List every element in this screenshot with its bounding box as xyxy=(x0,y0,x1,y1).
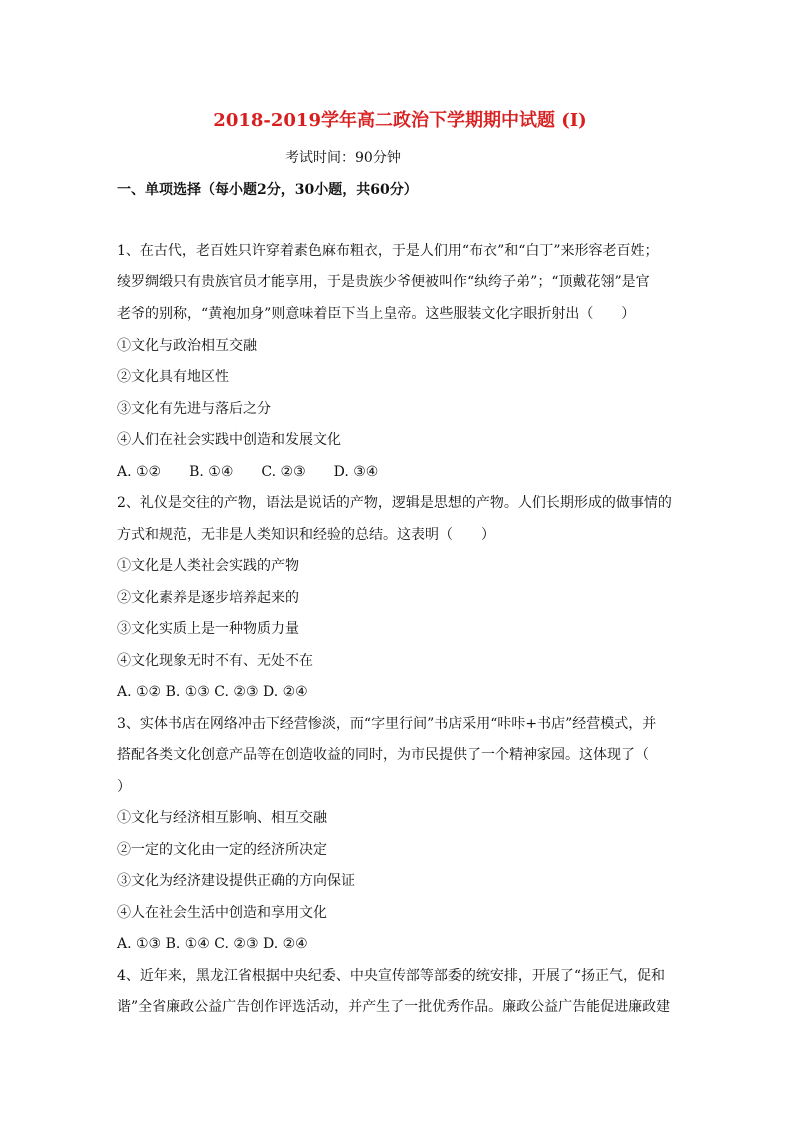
option-line: ④文化现象无时不有、无处不在 xyxy=(117,653,313,669)
option-line: ①文化与经济相互影响、相互交融 xyxy=(117,810,327,826)
question-line: 1、在古代，老百姓只许穿着素色麻布粗衣，于是人们用“布衣”和“白丁”来形容老百姓； xyxy=(117,243,659,259)
option-line: ①文化是人类社会实践的产物 xyxy=(117,558,299,574)
answer-choices: A. ①③ B. ①④ C. ②③ D. ②④ xyxy=(117,936,308,952)
question-line: 3、实体书店在网络冲击下经营惨淡，而“字里行间”书店采用“咔咔+书店”经营模式，并 xyxy=(117,716,657,732)
option-line: ③文化有先进与落后之分 xyxy=(117,401,271,417)
option-line: ②一定的文化由一定的经济所决定 xyxy=(117,842,327,858)
option-line: ④人在社会生活中创造和享用文化 xyxy=(117,905,327,921)
document-title: 2018-2019学年高二政治下学期期中试题 (I) xyxy=(213,110,587,131)
question-line: 绫罗绸缎只有贵族官员才能享用，于是贵族少爷便被叫作“纨绔子弟”；“顶戴花翎”是官 xyxy=(117,274,650,290)
option-line: ①文化与政治相互交融 xyxy=(117,338,257,354)
answer-choices: A. ①② B. ①③ C. ②③ D. ②④ xyxy=(117,684,308,700)
option-line: ②文化具有地区性 xyxy=(117,369,229,385)
question-line: 2、礼仪是交往的产物，语法是说话的产物，逻辑是思想的产物。人们长期形成的做事情的 xyxy=(117,495,672,511)
option-line: ④人们在社会实践中创造和发展文化 xyxy=(117,432,341,448)
option-line: ③文化为经济建设提供正确的方向保证 xyxy=(117,873,355,889)
question-line: 谐”全省廉政公益广告创作评选活动，并产生了一批优秀作品。廉政公益广告能促进廉政建 xyxy=(117,999,671,1015)
question-line: 4、近年来，黑龙江省根据中央纪委、中央宣传部等部委的统安排，开展了“扬正气，促和 xyxy=(117,968,666,984)
question-line: ） xyxy=(117,779,131,795)
question-line: 老爷的别称，“黄袍加身”则意味着臣下当上皇帝。这些服装文化字眼折射出（ ） xyxy=(117,306,636,322)
option-line: ②文化素养是逐步培养起来的 xyxy=(117,590,299,606)
answer-choices: A. ①② B. ①④ C. ②③ D. ③④ xyxy=(117,464,379,480)
exam-time: 考试时间：90分钟 xyxy=(285,150,401,166)
question-line: 搭配各类文化创意产品等在创造收益的同时，为市民提供了一个精神家园。这体现了（ xyxy=(117,747,649,763)
question-line: 方式和规范，无非是人类知识和经验的总结。这表明（ ） xyxy=(117,527,495,543)
section-heading: 一、单项选择（每小题2分，30小题，共60分） xyxy=(117,182,418,198)
option-line: ③文化实质上是一种物质力量 xyxy=(117,621,299,637)
